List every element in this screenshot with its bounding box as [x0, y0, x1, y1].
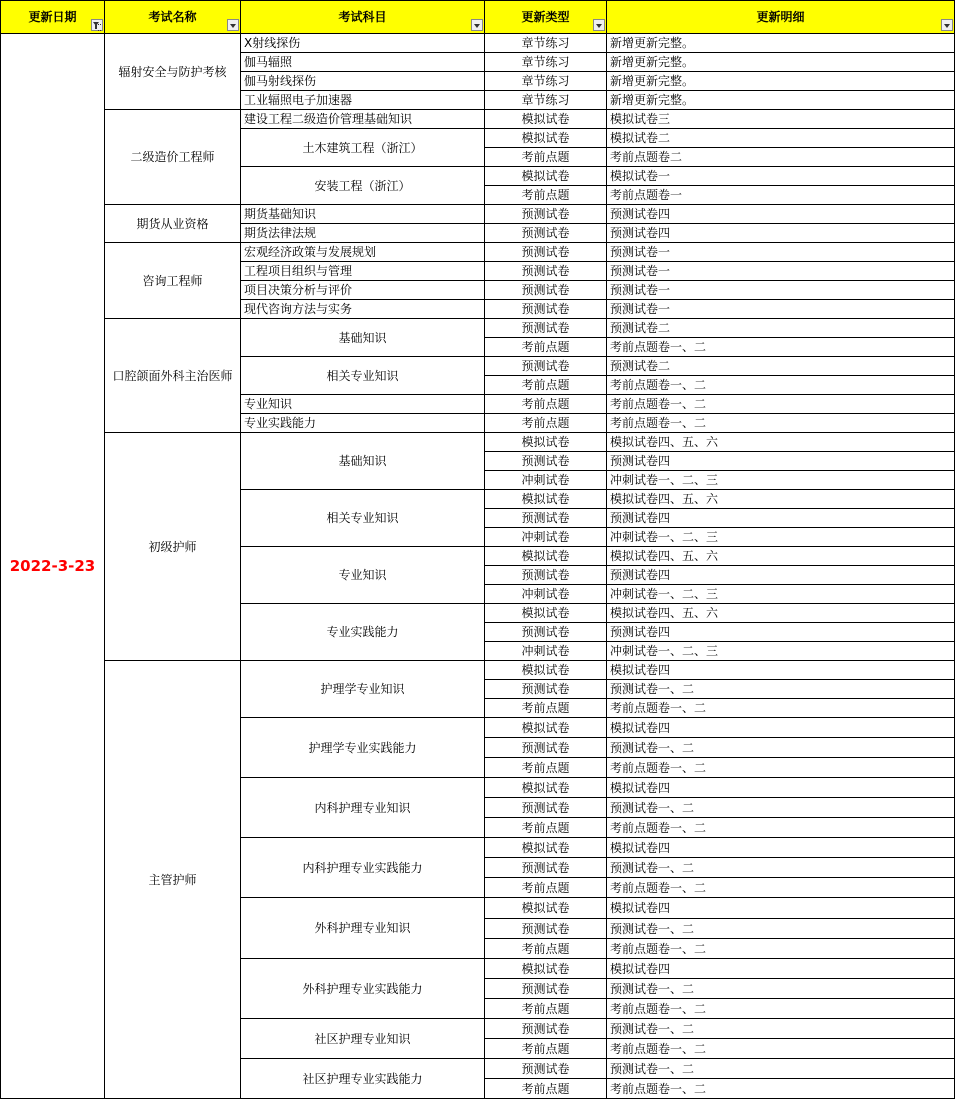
- exam-subject-cell[interactable]: 相关专业知识: [241, 490, 485, 547]
- update-type-cell[interactable]: 模拟试卷: [485, 604, 607, 623]
- update-detail-cell[interactable]: 冲刺试卷一、二、三: [607, 528, 955, 547]
- update-detail-cell[interactable]: 预测试卷一、二: [607, 1019, 955, 1039]
- exam-subject-cell[interactable]: 护理学专业知识: [241, 661, 485, 718]
- exam-subject-cell[interactable]: 基础知识: [241, 433, 485, 490]
- update-detail-cell[interactable]: 考前点题卷一、二: [607, 699, 955, 718]
- update-detail-cell[interactable]: 考前点题卷一、二: [607, 395, 955, 414]
- exam-name-cell[interactable]: 辐射安全与防护考核: [105, 34, 241, 110]
- exam-subject-cell[interactable]: X射线探伤: [241, 34, 485, 53]
- update-detail-cell[interactable]: 模拟试卷四、五、六: [607, 433, 955, 452]
- update-type-cell[interactable]: 预测试卷: [485, 224, 607, 243]
- update-type-cell[interactable]: 模拟试卷: [485, 167, 607, 186]
- exam-subject-cell[interactable]: 基础知识: [241, 319, 485, 357]
- header-exam-subject: 考试科目: [241, 0, 485, 34]
- update-detail-cell[interactable]: 预测试卷四: [607, 205, 955, 224]
- update-detail-cell[interactable]: 预测试卷一: [607, 243, 955, 262]
- update-type-cell[interactable]: 预测试卷: [485, 357, 607, 376]
- update-type-cell[interactable]: 模拟试卷: [485, 778, 607, 798]
- update-type-cell[interactable]: 模拟试卷: [485, 718, 607, 738]
- exam-name-cell[interactable]: 初级护师: [105, 433, 241, 661]
- update-detail-cell[interactable]: 模拟试卷四: [607, 959, 955, 979]
- update-detail-cell[interactable]: 预测试卷四: [607, 452, 955, 471]
- update-type-cell[interactable]: 考前点题: [485, 758, 607, 778]
- update-detail-cell[interactable]: 预测试卷四: [607, 566, 955, 585]
- header-update-detail: 更新明细: [607, 0, 955, 34]
- update-detail-cell[interactable]: 预测试卷四: [607, 509, 955, 528]
- update-detail-cell[interactable]: 模拟试卷四: [607, 778, 955, 798]
- update-detail-cell[interactable]: 考前点题卷一、二: [607, 818, 955, 838]
- update-detail-cell[interactable]: 新增更新完整。: [607, 72, 955, 91]
- exam-name-cell[interactable]: 主管护师: [105, 661, 241, 1099]
- update-detail-cell[interactable]: 预测试卷一: [607, 262, 955, 281]
- update-detail-cell[interactable]: 模拟试卷四: [607, 838, 955, 858]
- update-type-cell[interactable]: 考前点题: [485, 376, 607, 395]
- update-detail-cell[interactable]: 考前点题卷一、二: [607, 338, 955, 357]
- exam-subject-cell[interactable]: 相关专业知识: [241, 357, 485, 395]
- update-type-cell[interactable]: 考前点题: [485, 186, 607, 205]
- exam-subject-cell[interactable]: 内科护理专业实践能力: [241, 838, 485, 898]
- update-detail-cell[interactable]: 预测试卷一、二: [607, 1059, 955, 1079]
- update-detail-cell[interactable]: 冲刺试卷一、二、三: [607, 471, 955, 490]
- update-type-cell[interactable]: 考前点题: [485, 878, 607, 898]
- update-type-cell[interactable]: 预测试卷: [485, 680, 607, 699]
- update-type-cell[interactable]: 预测试卷: [485, 262, 607, 281]
- update-detail-cell[interactable]: 预测试卷二: [607, 357, 955, 376]
- filter-dropdown-icon[interactable]: [227, 19, 239, 31]
- filter-dropdown-icon[interactable]: [593, 19, 605, 31]
- update-detail-cell[interactable]: 模拟试卷四: [607, 661, 955, 680]
- update-type-cell[interactable]: 模拟试卷: [485, 490, 607, 509]
- update-type-cell[interactable]: 考前点题: [485, 939, 607, 959]
- update-detail-cell[interactable]: 考前点题卷一、二: [607, 376, 955, 395]
- exam-name-cell[interactable]: 口腔颌面外科主治医师: [105, 319, 241, 433]
- exam-subject-cell[interactable]: 项目决策分析与评价: [241, 281, 485, 300]
- header-exam-name: 考试名称: [105, 0, 241, 34]
- update-type-cell[interactable]: 章节练习: [485, 91, 607, 110]
- exam-subject-cell[interactable]: 内科护理专业知识: [241, 778, 485, 838]
- update-date-cell[interactable]: 2022-3-23: [0, 34, 105, 1099]
- update-detail-cell[interactable]: 模拟试卷一: [607, 167, 955, 186]
- update-type-cell[interactable]: 预测试卷: [485, 566, 607, 585]
- header-update-type: 更新类型: [485, 0, 607, 34]
- update-type-cell[interactable]: 考前点题: [485, 818, 607, 838]
- update-type-cell[interactable]: 预测试卷: [485, 858, 607, 878]
- update-type-cell[interactable]: 模拟试卷: [485, 110, 607, 129]
- update-detail-cell[interactable]: 预测试卷一、二: [607, 919, 955, 939]
- update-type-cell[interactable]: 模拟试卷: [485, 959, 607, 979]
- exam-subject-cell[interactable]: 专业知识: [241, 547, 485, 604]
- update-type-cell[interactable]: 考前点题: [485, 395, 607, 414]
- update-detail-cell[interactable]: 新增更新完整。: [607, 91, 955, 110]
- update-detail-cell[interactable]: 预测试卷一: [607, 281, 955, 300]
- update-type-cell[interactable]: 章节练习: [485, 53, 607, 72]
- update-type-cell[interactable]: 冲刺试卷: [485, 528, 607, 547]
- update-type-cell[interactable]: 冲刺试卷: [485, 585, 607, 604]
- exam-subject-cell[interactable]: 伽马辐照: [241, 53, 485, 72]
- exam-name-cell[interactable]: 咨询工程师: [105, 243, 241, 319]
- update-type-cell[interactable]: 预测试卷: [485, 243, 607, 262]
- update-detail-cell[interactable]: 预测试卷四: [607, 224, 955, 243]
- update-type-cell[interactable]: 考前点题: [485, 338, 607, 357]
- exam-subject-cell[interactable]: 建设工程二级造价管理基础知识: [241, 110, 485, 129]
- exam-subject-cell[interactable]: 工程项目组织与管理: [241, 262, 485, 281]
- update-detail-cell[interactable]: 考前点题卷一、二: [607, 999, 955, 1019]
- update-detail-cell[interactable]: 预测试卷一、二: [607, 680, 955, 699]
- update-detail-cell[interactable]: 考前点题卷一、二: [607, 939, 955, 959]
- exam-subject-cell[interactable]: 外科护理专业知识: [241, 898, 485, 959]
- update-type-cell[interactable]: 预测试卷: [485, 319, 607, 338]
- update-detail-cell[interactable]: 预测试卷四: [607, 623, 955, 642]
- update-type-cell[interactable]: 预测试卷: [485, 300, 607, 319]
- update-detail-cell[interactable]: 预测试卷一、二: [607, 979, 955, 999]
- exam-subject-cell[interactable]: 外科护理专业实践能力: [241, 959, 485, 1019]
- update-type-cell[interactable]: 考前点题: [485, 1079, 607, 1099]
- update-type-cell[interactable]: 模拟试卷: [485, 433, 607, 452]
- exam-subject-cell[interactable]: 工业辐照电子加速器: [241, 91, 485, 110]
- update-detail-cell[interactable]: 冲刺试卷一、二、三: [607, 642, 955, 661]
- exam-subject-cell[interactable]: 专业实践能力: [241, 604, 485, 661]
- update-detail-cell[interactable]: 模拟试卷四、五、六: [607, 490, 955, 509]
- exam-subject-cell[interactable]: 护理学专业实践能力: [241, 718, 485, 778]
- update-detail-cell[interactable]: 预测试卷一、二: [607, 798, 955, 818]
- update-type-cell[interactable]: 考前点题: [485, 1039, 607, 1059]
- update-detail-cell[interactable]: 模拟试卷四、五、六: [607, 604, 955, 623]
- exam-subject-cell[interactable]: 伽马射线探伤: [241, 72, 485, 91]
- update-type-cell[interactable]: 预测试卷: [485, 509, 607, 528]
- update-type-cell[interactable]: 考前点题: [485, 999, 607, 1019]
- filter-dropdown-icon[interactable]: [471, 19, 483, 31]
- filter-dropdown-icon[interactable]: [941, 19, 953, 31]
- exam-subject-cell[interactable]: 现代咨询方法与实务: [241, 300, 485, 319]
- filter-active-icon[interactable]: [91, 19, 103, 31]
- update-detail-cell[interactable]: 模拟试卷三: [607, 110, 955, 129]
- update-type-cell[interactable]: 预测试卷: [485, 281, 607, 300]
- update-detail-cell[interactable]: 新增更新完整。: [607, 53, 955, 72]
- update-type-cell[interactable]: 冲刺试卷: [485, 642, 607, 661]
- exam-subject-cell[interactable]: 期货基础知识: [241, 205, 485, 224]
- exam-subject-cell[interactable]: 专业知识: [241, 395, 485, 414]
- update-type-cell[interactable]: 模拟试卷: [485, 898, 607, 919]
- update-detail-cell[interactable]: 预测试卷二: [607, 319, 955, 338]
- update-type-cell[interactable]: 预测试卷: [485, 452, 607, 471]
- update-type-cell[interactable]: 模拟试卷: [485, 129, 607, 148]
- exam-subject-cell[interactable]: 宏观经济政策与发展规划: [241, 243, 485, 262]
- update-detail-cell[interactable]: 冲刺试卷一、二、三: [607, 585, 955, 604]
- update-type-cell[interactable]: 预测试卷: [485, 205, 607, 224]
- exam-subject-cell[interactable]: 土木建筑工程（浙江）: [241, 129, 485, 167]
- update-detail-cell[interactable]: 考前点题卷一、二: [607, 758, 955, 778]
- exam-subject-cell[interactable]: 期货法律法规: [241, 224, 485, 243]
- update-detail-cell[interactable]: 模拟试卷二: [607, 129, 955, 148]
- update-type-cell[interactable]: 预测试卷: [485, 979, 607, 999]
- exam-name-cell[interactable]: 期货从业资格: [105, 205, 241, 243]
- header-update-date: 更新日期: [0, 0, 105, 34]
- update-type-cell[interactable]: 预测试卷: [485, 919, 607, 939]
- update-type-cell[interactable]: 冲刺试卷: [485, 471, 607, 490]
- update-detail-cell[interactable]: 预测试卷一、二: [607, 858, 955, 878]
- exam-subject-cell[interactable]: 安装工程（浙江）: [241, 167, 485, 205]
- update-type-cell[interactable]: 模拟试卷: [485, 838, 607, 858]
- update-type-cell[interactable]: 考前点题: [485, 148, 607, 167]
- exam-subject-cell[interactable]: 专业实践能力: [241, 414, 485, 433]
- update-type-cell[interactable]: 预测试卷: [485, 798, 607, 818]
- update-type-cell[interactable]: 预测试卷: [485, 1059, 607, 1079]
- update-type-cell[interactable]: 预测试卷: [485, 623, 607, 642]
- update-detail-cell[interactable]: 考前点题卷一: [607, 186, 955, 205]
- update-detail-cell[interactable]: 模拟试卷四: [607, 718, 955, 738]
- update-detail-cell[interactable]: 考前点题卷一、二: [607, 1079, 955, 1099]
- exam-name-cell[interactable]: 二级造价工程师: [105, 110, 241, 205]
- update-detail-cell[interactable]: 预测试卷一、二: [607, 738, 955, 758]
- update-detail-cell[interactable]: 考前点题卷二: [607, 148, 955, 167]
- update-type-cell[interactable]: 预测试卷: [485, 738, 607, 758]
- update-type-cell[interactable]: 考前点题: [485, 414, 607, 433]
- update-detail-cell[interactable]: 考前点题卷一、二: [607, 414, 955, 433]
- update-type-cell[interactable]: 模拟试卷: [485, 547, 607, 566]
- exam-subject-cell[interactable]: 社区护理专业知识: [241, 1019, 485, 1059]
- update-detail-cell[interactable]: 考前点题卷一、二: [607, 878, 955, 898]
- update-type-cell[interactable]: 考前点题: [485, 699, 607, 718]
- update-detail-cell[interactable]: 模拟试卷四: [607, 898, 955, 919]
- update-type-cell[interactable]: 章节练习: [485, 72, 607, 91]
- update-detail-cell[interactable]: 模拟试卷四、五、六: [607, 547, 955, 566]
- update-detail-cell[interactable]: 考前点题卷一、二: [607, 1039, 955, 1059]
- update-detail-cell[interactable]: 预测试卷一: [607, 300, 955, 319]
- update-type-cell[interactable]: 章节练习: [485, 34, 607, 53]
- update-detail-cell[interactable]: 新增更新完整。: [607, 34, 955, 53]
- update-type-cell[interactable]: 预测试卷: [485, 1019, 607, 1039]
- update-type-cell[interactable]: 模拟试卷: [485, 661, 607, 680]
- exam-subject-cell[interactable]: 社区护理专业实践能力: [241, 1059, 485, 1099]
